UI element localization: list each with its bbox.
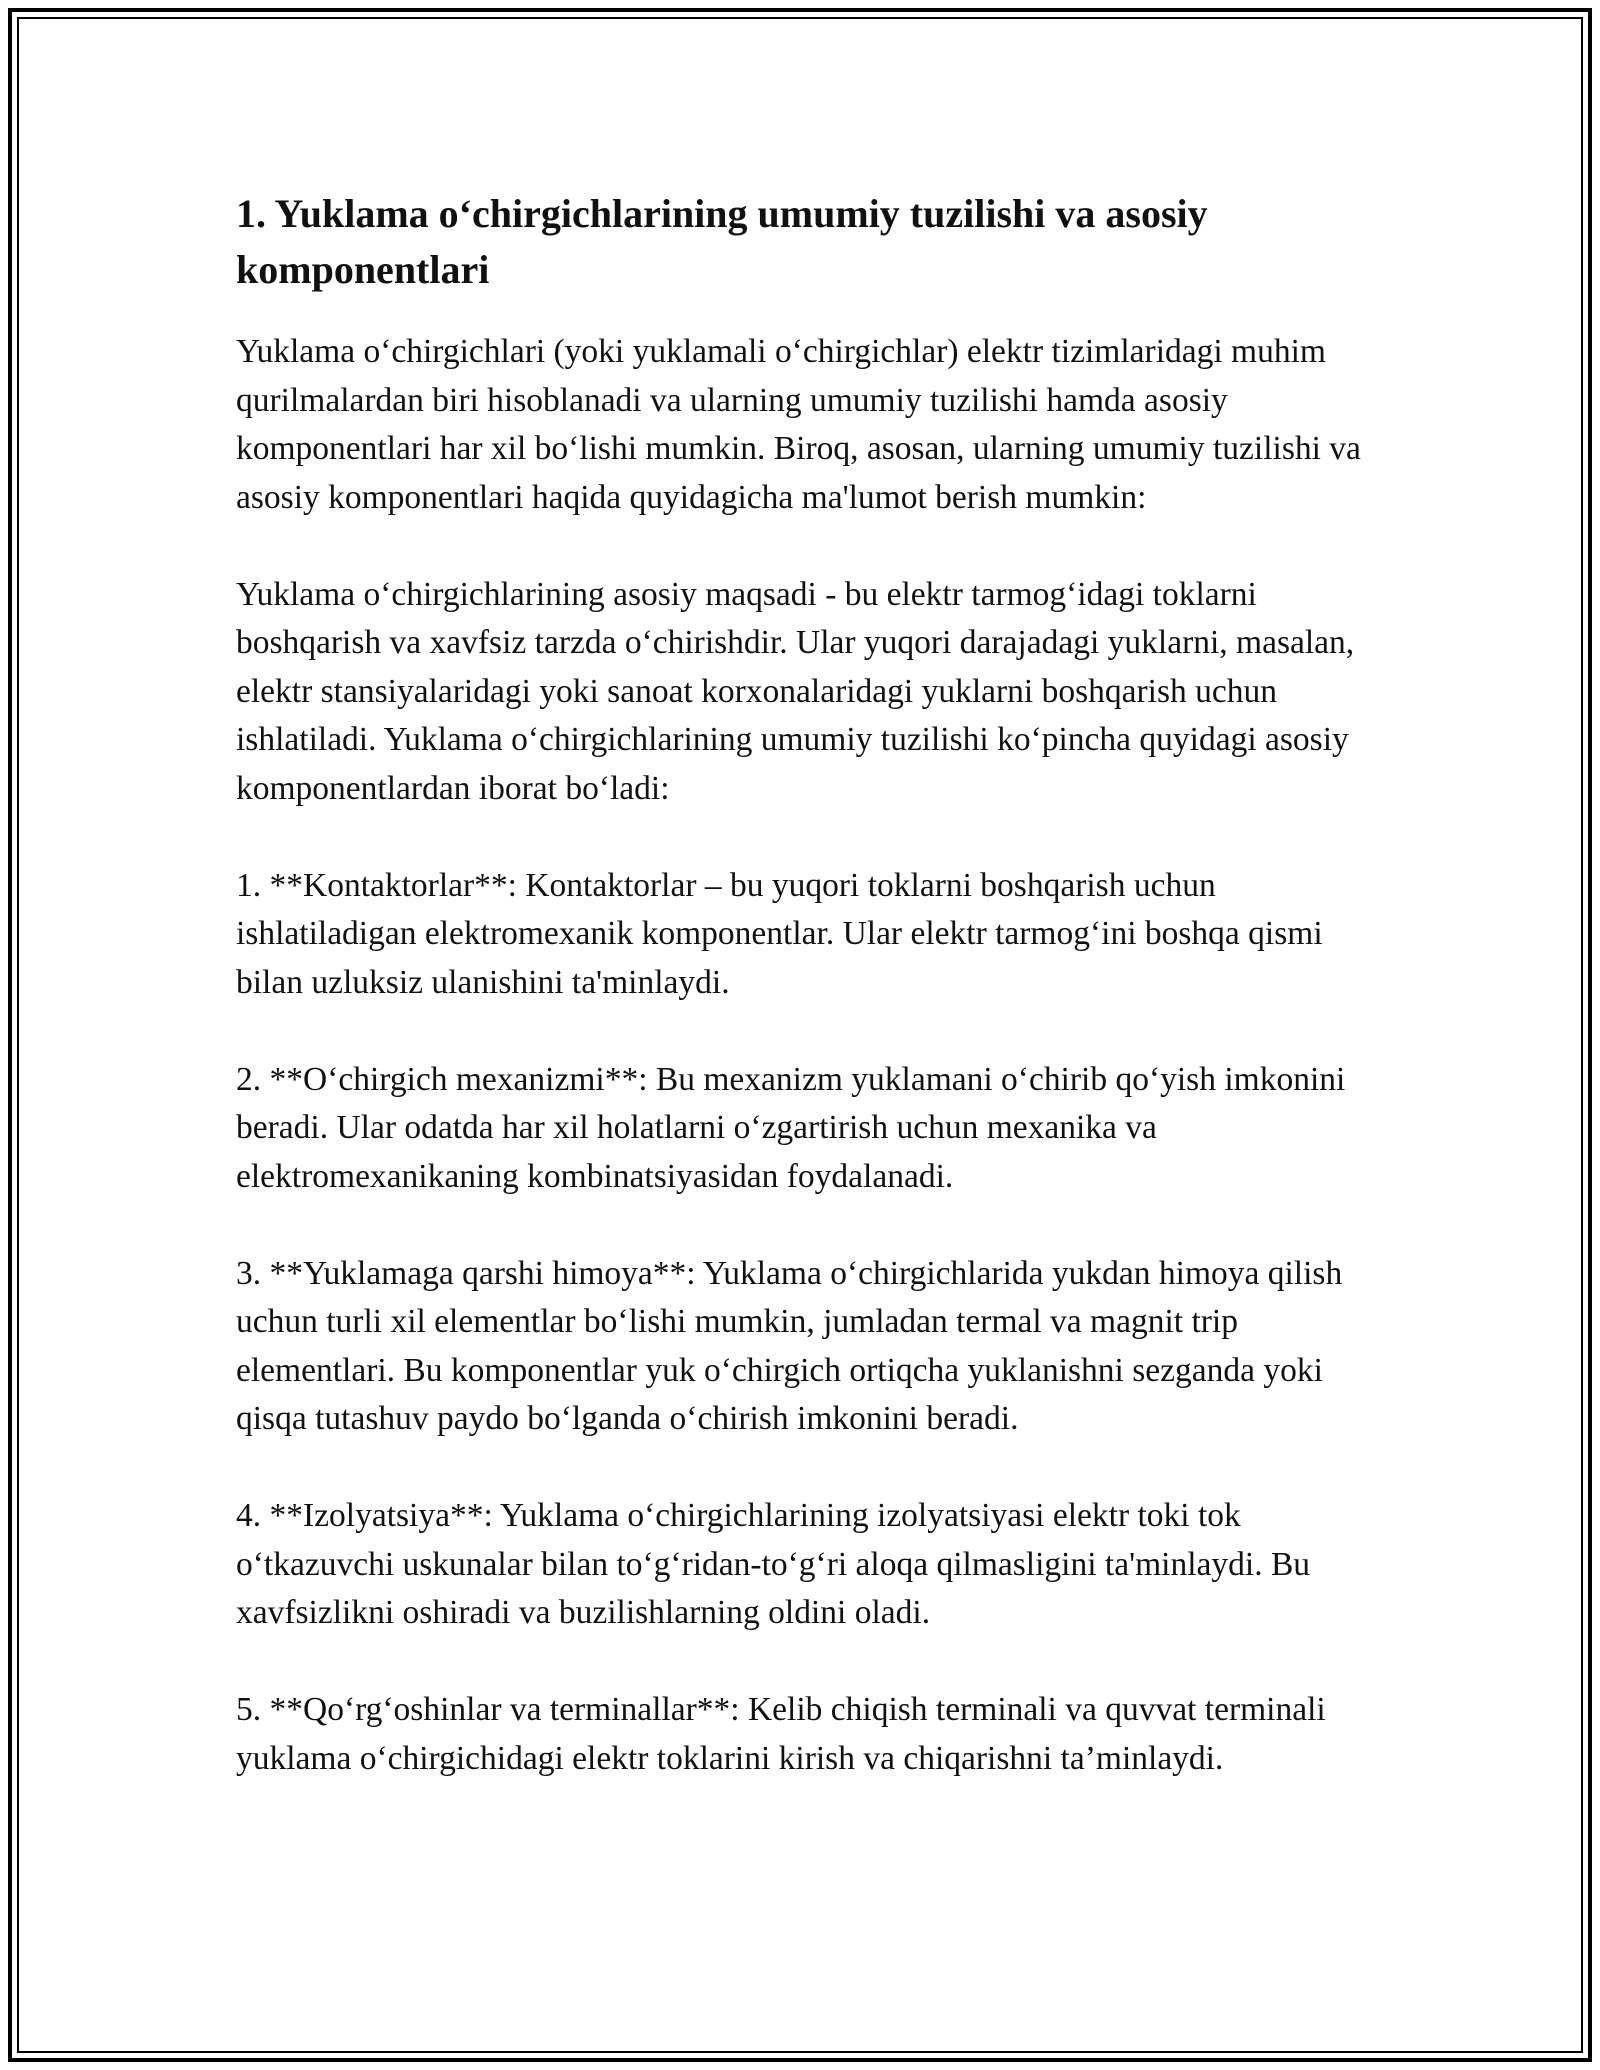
document-body (236, 186, 1386, 1832)
list-item-insulation: 4. **Izolyatsiya**: Yuklama o‘chirgichlarining izolyatsiyasi elektr toki tok o‘tkazuvchi uskunalar bilan to‘g‘ridan-to‘g‘ri aloqa qilmasligini ta'minlaydi. Bu xavfsizlikni oshiradi va buzilishlarning oldini oladi. (236, 1497, 1311, 1631)
list-item-switch-mechanism: 2. **O‘chirgich mexanizmi**: Bu mexanizm yuklamani o‘chirib qo‘yish imkonini beradi. Ular odatda har xil holatlarni o‘zgartirish uchun mexanika va elektromexanikaning kombinatsiyasidan foydalanadi. (236, 1060, 1346, 1195)
list-item-terminals: 5. **Qo‘rg‘oshinlar va terminallar**: Kelib chiqish terminali va quvvat terminali yuklama o‘chirgichidagi elektr toklarini kirish va chiqarishni ta’minlaydi. (236, 1691, 1326, 1777)
list-item-overload-protection: 3. **Yuklamaga qarshi himoya**: Yuklama o‘chirgichlarida yukdan himoya qilish uchun turli xil elementlar bo‘lishi mumkin, jumladan termal va magnit trip elementlari. Bu komponentlar yuk o‘chirgich ortiqcha yuklanishni sezganda yoki qisqa tutashuv paydo bo‘lganda o‘chirish imkonini beradi. (236, 1254, 1343, 1437)
section-heading: 1. Yuklama o‘chirgichlarining umumiy tuzilishi va asosiy komponentlari (236, 191, 1208, 292)
purpose-paragraph: Yuklama o‘chirgichlarining asosiy maqsadi - bu elektr tarmog‘idagi toklarni boshqarish va xavfsiz tarzda o‘chirishdir. Ular yuqori darajadagi yuklarni, masalan, elektr stansiyalaridagi yoki sanoat korxonalaridagi yuklarni boshqarish uchun ishlatiladi. Yuklama o‘chirgichlarining umumiy tuzilishi ko‘pincha quyidagi asosiy komponentlardan iborat bo‘ladi: (236, 575, 1355, 807)
intro-paragraph: Yuklama o‘chirgichlari (yoki yuklamali o‘chirgichlar) elektr tizimlaridagi muhim qurilmalardan biri hisoblanadi va ularning umumiy tuzilishi hamda asosiy komponentlari har xil bo‘lishi mumkin. Biroq, asosan, ularning umumiy tuzilishi va asosiy komponentlari haqida quyidagicha ma'lumot berish mumkin: (236, 333, 1361, 516)
list-item-contactors: 1. **Kontaktorlar**: Kontaktorlar – bu yuqori toklarni boshqarish uchun ishlatiladigan elektromexanik komponentlar. Ular elektr tarmog‘ini boshqa qismi bilan uzluksiz ulanishini ta'minlaydi. (236, 866, 1323, 1001)
